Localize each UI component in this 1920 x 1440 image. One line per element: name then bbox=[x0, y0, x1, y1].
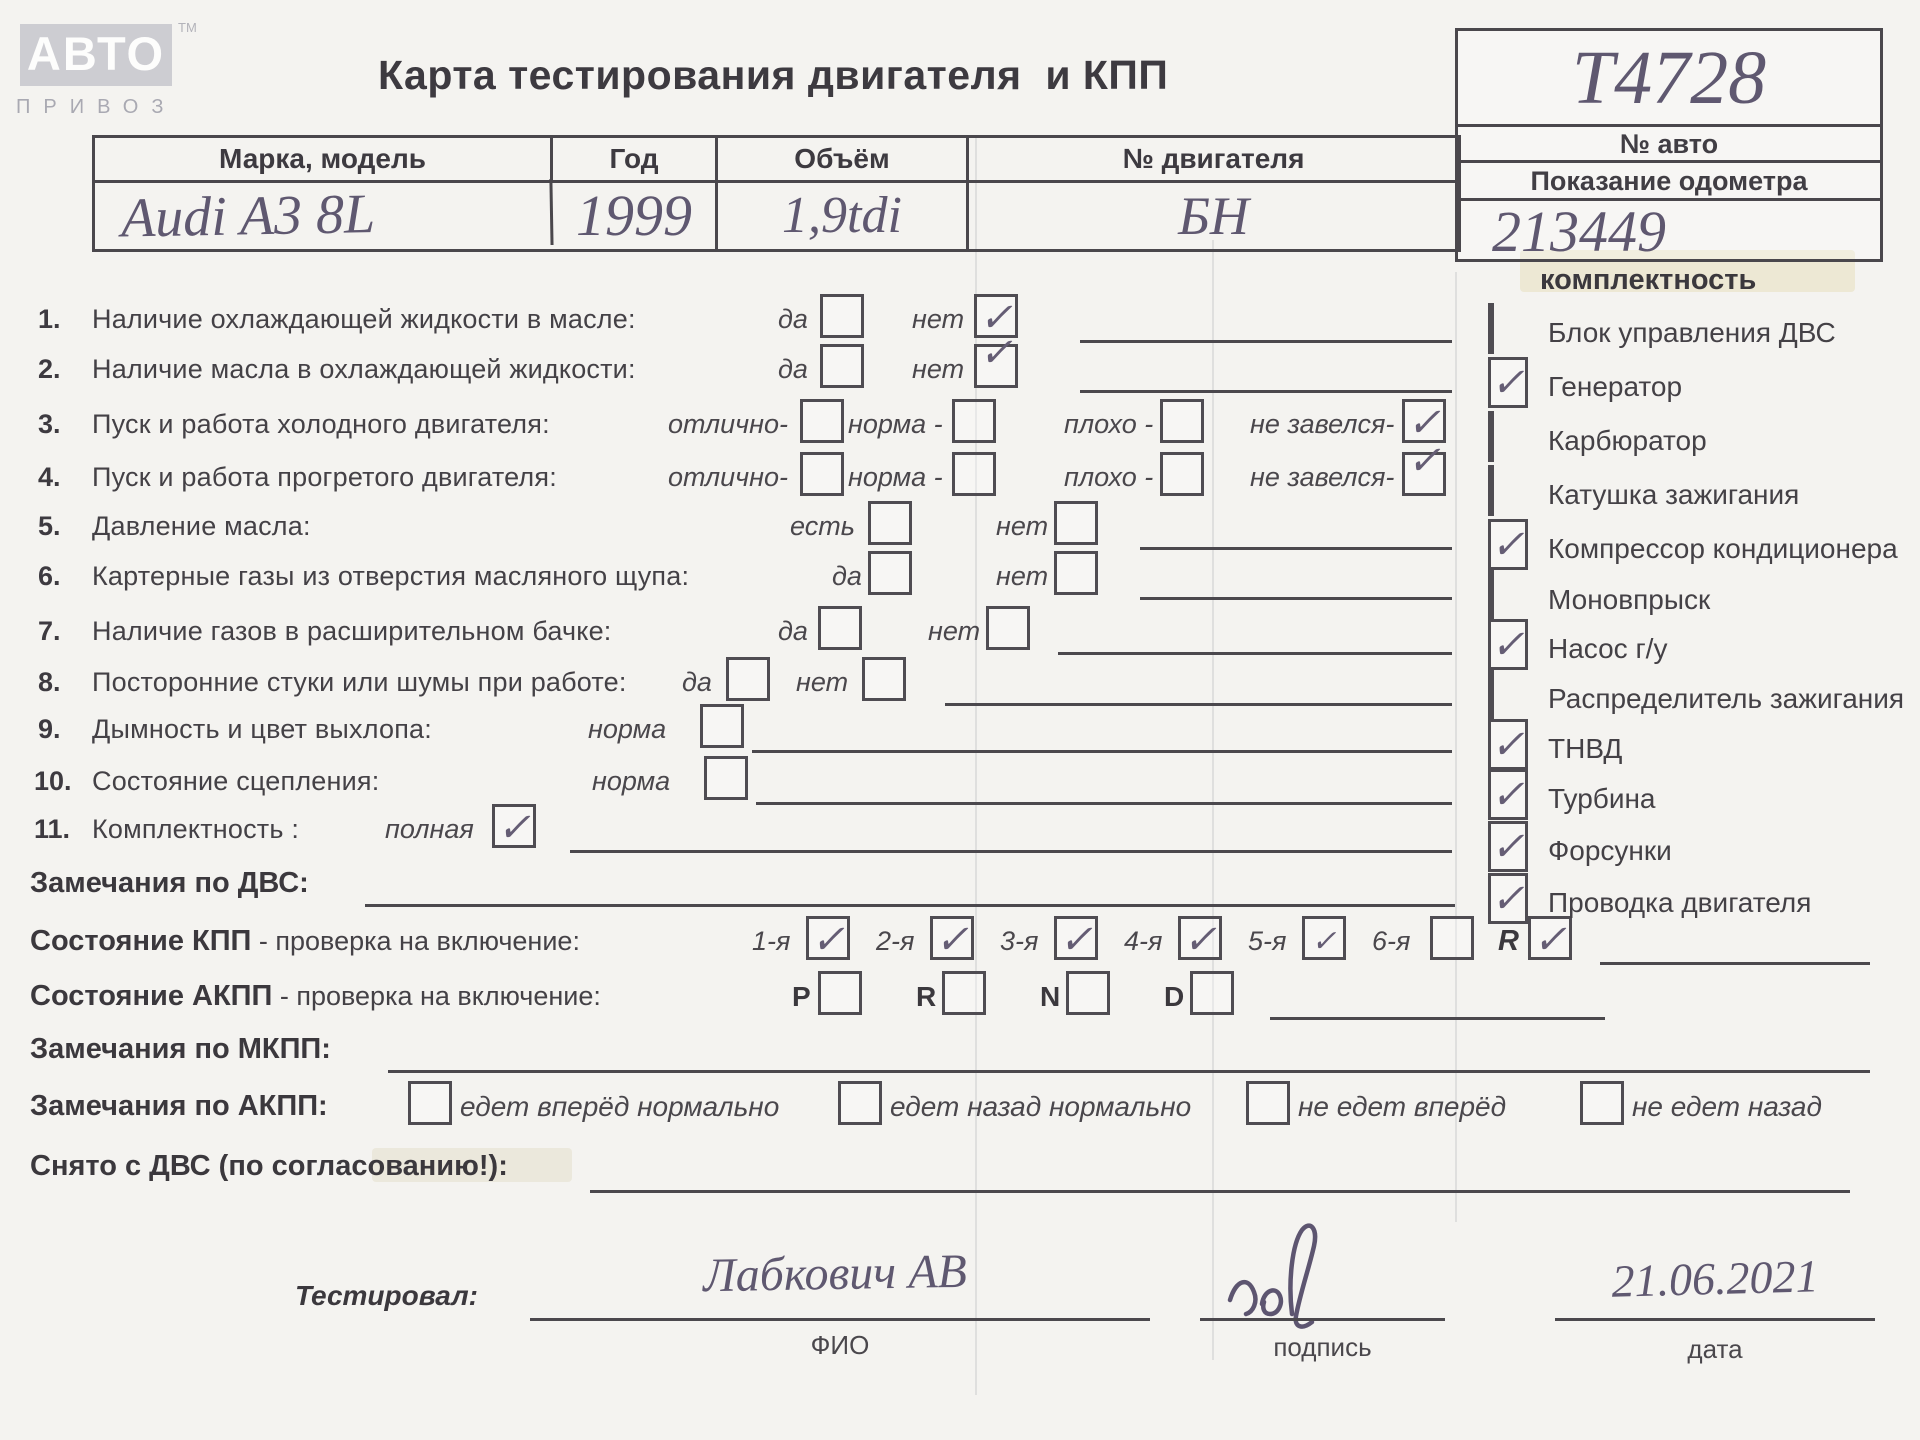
gear-checkbox-5[interactable]: ✓ bbox=[1302, 916, 1346, 960]
equipment-checkbox[interactable]: ✓ bbox=[1488, 619, 1528, 670]
option-label: да bbox=[778, 304, 808, 334]
equipment-row bbox=[1488, 416, 1920, 464]
item-number: 9. bbox=[38, 714, 61, 744]
signature-write-line[interactable] bbox=[1200, 1318, 1445, 1321]
gear-label: 3-я bbox=[1000, 926, 1039, 956]
option-label: плохо - bbox=[1064, 462, 1154, 492]
akpp-label bbox=[30, 980, 601, 1013]
checkbox-net[interactable] bbox=[1054, 501, 1098, 545]
engine-number-value: БН bbox=[1178, 186, 1249, 246]
checkbox-drives-forward-ok[interactable] bbox=[408, 1081, 452, 1125]
signature-scribble bbox=[1222, 1222, 1352, 1330]
gear-checkbox-1[interactable]: ✓ bbox=[806, 916, 850, 960]
item-label: Пуск и работа прогретого двигателя: bbox=[92, 462, 557, 492]
equipment-row bbox=[1488, 575, 1920, 623]
logo-brand: АВТО bbox=[26, 27, 166, 80]
gear-checkbox-r[interactable]: ✓ bbox=[1528, 916, 1572, 960]
vehicle-info-table bbox=[92, 135, 1461, 252]
car-number-box bbox=[1455, 28, 1883, 262]
mkpp-notes-row bbox=[0, 1021, 1920, 1075]
checkbox-norma[interactable] bbox=[700, 704, 744, 748]
item-number: 6. bbox=[38, 561, 61, 591]
signature-sublabel: подпись bbox=[1273, 1332, 1372, 1362]
odometer-label: Показание одометра bbox=[1458, 163, 1880, 201]
gear-label: 1-я bbox=[752, 926, 791, 956]
checkbox-otlichno[interactable] bbox=[800, 452, 844, 496]
option-label: не едет назад bbox=[1632, 1091, 1822, 1122]
option-label: плохо - bbox=[1064, 409, 1154, 439]
option-label: нет bbox=[912, 354, 965, 384]
item-label: Дымность и цвет выхлопа: bbox=[92, 714, 432, 744]
akpp-row bbox=[0, 968, 1920, 1022]
equipment-checkbox[interactable]: ✓ bbox=[1488, 873, 1528, 924]
equipment-checkbox[interactable]: ✓ bbox=[1488, 821, 1528, 872]
col-header-volume: Объём bbox=[718, 138, 969, 183]
make-model-value: Audi A3 8L bbox=[94, 179, 553, 253]
item-number: 1. bbox=[38, 304, 61, 334]
checkbox-ploho[interactable] bbox=[1160, 399, 1204, 443]
item-label: Наличие охлаждающей жидкости в масле: bbox=[92, 304, 636, 334]
akpp-notes-label: Замечания по АКПП: bbox=[30, 1090, 328, 1122]
equipment-checkbox[interactable] bbox=[1488, 465, 1494, 516]
option-label: да bbox=[778, 354, 808, 384]
option-label: да bbox=[682, 667, 712, 697]
checkbox-da[interactable] bbox=[726, 657, 770, 701]
equipment-checkbox[interactable] bbox=[1488, 669, 1494, 720]
equipment-label: Генератор bbox=[1548, 371, 1683, 402]
tester-name-value: Лабкович АВ bbox=[702, 1244, 968, 1303]
checkbox-norma[interactable] bbox=[952, 452, 996, 496]
equipment-checkbox[interactable]: ✓ bbox=[1488, 519, 1528, 570]
item-number: 5. bbox=[38, 511, 61, 541]
date-write-line[interactable] bbox=[1555, 1318, 1875, 1321]
gear-label: 5-я bbox=[1248, 926, 1287, 956]
checkbox-est[interactable] bbox=[868, 501, 912, 545]
option-label: да bbox=[778, 616, 808, 646]
equipment-label: Форсунки bbox=[1548, 835, 1672, 866]
item-label: Наличие газов в расширительном бачке: bbox=[92, 616, 612, 646]
checkbox-drives-back-ok[interactable] bbox=[838, 1081, 882, 1125]
logo-subtitle: ПРИВОЗ bbox=[16, 96, 177, 118]
page-title: Карта тестирования двигателя и КПП bbox=[378, 52, 1169, 98]
checkbox-ne-zavelsya[interactable]: ✓ bbox=[1402, 452, 1446, 496]
date-value: 21.06.2021 bbox=[1610, 1250, 1820, 1307]
car-number-label: № авто bbox=[1458, 127, 1880, 163]
checkbox-net[interactable] bbox=[986, 606, 1030, 650]
volume-value: 1,9tdi bbox=[718, 183, 969, 249]
option-label: отлично- bbox=[668, 462, 788, 492]
equipment-row bbox=[1488, 362, 1920, 410]
trademark-label: TM bbox=[178, 20, 197, 35]
write-line[interactable] bbox=[388, 1070, 1870, 1073]
gear-label: R bbox=[916, 981, 937, 1012]
equipment-label: Моновпрыск bbox=[1548, 584, 1711, 615]
item-label: Картерные газы из отверстия масляного щупа: bbox=[92, 561, 690, 591]
equipment-label: Насос г/у bbox=[1548, 633, 1668, 664]
write-line[interactable] bbox=[365, 904, 1455, 907]
gear-checkbox-d[interactable] bbox=[1190, 971, 1234, 1015]
equipment-title: комплектность bbox=[1540, 264, 1757, 296]
checkbox-no-back[interactable] bbox=[1580, 1081, 1624, 1125]
equipment-label: Распределитель зажигания bbox=[1548, 683, 1905, 714]
equipment-label: Компрессор кондиционера bbox=[1548, 533, 1898, 564]
equipment-checkbox[interactable] bbox=[1488, 303, 1494, 354]
checkbox-otlichno[interactable] bbox=[800, 399, 844, 443]
option-label: отлично- bbox=[668, 409, 788, 439]
equipment-label: Турбина bbox=[1548, 783, 1656, 814]
gear-label: N bbox=[1040, 981, 1061, 1012]
logo-box bbox=[20, 24, 172, 86]
gear-checkbox-4[interactable]: ✓ bbox=[1178, 916, 1222, 960]
equipment-label: Катушка зажигания bbox=[1548, 479, 1800, 510]
date-sublabel: дата bbox=[1687, 1334, 1743, 1364]
item-number: 3. bbox=[38, 409, 61, 439]
kpp-label-bold: Состояние КПП bbox=[30, 925, 252, 957]
akpp-label-rest: - проверка на включение: bbox=[272, 981, 601, 1011]
equipment-label: Блок управления ДВС bbox=[1548, 317, 1836, 348]
gear-label: 2-я bbox=[876, 926, 915, 956]
gear-checkbox-p[interactable] bbox=[818, 971, 862, 1015]
option-label: норма - bbox=[848, 462, 943, 492]
option-label: не едет вперёд bbox=[1298, 1091, 1507, 1122]
option-label: не завелся- bbox=[1250, 462, 1395, 492]
checkbox-no-forward[interactable] bbox=[1246, 1081, 1290, 1125]
write-line[interactable] bbox=[570, 850, 1452, 853]
checkbox-da[interactable] bbox=[818, 606, 862, 650]
gear-checkbox-3[interactable]: ✓ bbox=[1054, 916, 1098, 960]
checkbox-ne-zavelsya[interactable]: ✓ bbox=[1402, 399, 1446, 443]
item-label: Наличие масла в охлаждающей жидкости: bbox=[92, 354, 636, 384]
checkbox-da[interactable] bbox=[820, 294, 864, 338]
gear-checkbox-r[interactable] bbox=[942, 971, 986, 1015]
option-label: нет bbox=[996, 561, 1049, 591]
name-write-line[interactable] bbox=[530, 1318, 1150, 1321]
item-label: Посторонние стуки или шумы при работе: bbox=[92, 667, 627, 697]
checkbox-net[interactable] bbox=[862, 657, 906, 701]
mkpp-notes-label: Замечания по МКПП: bbox=[30, 1033, 331, 1065]
option-label: нет bbox=[996, 511, 1049, 541]
equipment-checkbox[interactable]: ✓ bbox=[1488, 719, 1528, 770]
checkbox-net[interactable]: ✓ bbox=[974, 344, 1018, 388]
checkbox-polnaya[interactable]: ✓ bbox=[492, 804, 536, 848]
equipment-row bbox=[1488, 724, 1920, 772]
item-number: 4. bbox=[38, 462, 61, 492]
gear-label: 6-я bbox=[1372, 926, 1411, 956]
equipment-checkbox[interactable]: ✓ bbox=[1488, 357, 1528, 408]
year-value: 1999 bbox=[553, 183, 718, 249]
checkbox-norma[interactable] bbox=[704, 756, 748, 800]
akpp-label-bold: Состояние АКПП bbox=[30, 980, 273, 1012]
option-label: нет bbox=[928, 616, 981, 646]
gear-checkbox-6[interactable] bbox=[1430, 916, 1474, 960]
col-header-make-model: Марка, модель bbox=[95, 138, 553, 183]
gear-label: D bbox=[1164, 981, 1185, 1012]
odometer-value: 213449 bbox=[1492, 199, 1666, 264]
checkbox-ploho[interactable] bbox=[1160, 452, 1204, 496]
option-label: да bbox=[832, 561, 862, 591]
gear-checkbox-2[interactable]: ✓ bbox=[930, 916, 974, 960]
equipment-label: ТНВД bbox=[1548, 733, 1623, 764]
option-label: нет bbox=[796, 667, 849, 697]
checkbox-da[interactable] bbox=[868, 551, 912, 595]
checkbox-da[interactable] bbox=[820, 344, 864, 388]
option-label: норма bbox=[588, 714, 667, 744]
item-number: 2. bbox=[38, 354, 61, 384]
equipment-row bbox=[1488, 624, 1920, 672]
option-label: норма bbox=[592, 766, 671, 796]
equipment-label: Карбюратор bbox=[1548, 425, 1707, 456]
tested-by-label: Тестировал: bbox=[295, 1280, 478, 1311]
checkbox-net[interactable] bbox=[1054, 551, 1098, 595]
option-label: нет bbox=[912, 304, 965, 334]
item-number: 8. bbox=[38, 667, 61, 697]
col-header-engine-number: № двигателя bbox=[969, 138, 1458, 183]
gear-label: 4-я bbox=[1124, 926, 1163, 956]
option-label: не завелся- bbox=[1250, 409, 1395, 439]
checkbox-norma[interactable] bbox=[952, 399, 996, 443]
removed-from-engine-row bbox=[0, 1138, 1920, 1192]
item-label: Давление масла: bbox=[92, 511, 311, 541]
item-label: Комплектность : bbox=[92, 814, 300, 844]
option-label: едет назад нормально bbox=[890, 1091, 1192, 1122]
equipment-checkbox[interactable]: ✓ bbox=[1488, 769, 1528, 820]
write-line[interactable] bbox=[1140, 597, 1452, 600]
option-label: едет вперёд нормально bbox=[460, 1091, 780, 1122]
equipment-row bbox=[1488, 774, 1920, 822]
akpp-notes-row bbox=[0, 1078, 1920, 1132]
equipment-row bbox=[1488, 470, 1920, 518]
item-number: 10. bbox=[34, 766, 72, 796]
car-number-value: Т4728 bbox=[1458, 31, 1880, 127]
col-header-year: Год bbox=[553, 138, 718, 183]
equipment-row bbox=[1488, 524, 1920, 572]
kpp-label bbox=[30, 925, 580, 958]
equipment-row bbox=[1488, 308, 1920, 356]
option-label: норма - bbox=[848, 409, 943, 439]
gear-label: P bbox=[792, 981, 811, 1012]
dvs-notes-label: Замечания по ДВС: bbox=[30, 867, 309, 899]
checkbox-net[interactable]: ✓ bbox=[974, 294, 1018, 338]
gear-checkbox-n[interactable] bbox=[1066, 971, 1110, 1015]
equipment-row bbox=[1488, 878, 1920, 926]
item-number: 11. bbox=[34, 814, 71, 844]
equipment-row bbox=[1488, 674, 1920, 722]
option-label: полная bbox=[385, 814, 474, 844]
name-sublabel: ФИО bbox=[810, 1330, 870, 1360]
write-line[interactable] bbox=[590, 1190, 1850, 1193]
item-label: Пуск и работа холодного двигателя: bbox=[92, 409, 550, 439]
equipment-checkbox[interactable] bbox=[1488, 411, 1494, 462]
write-line[interactable] bbox=[1600, 962, 1870, 965]
item-label: Состояние сцепления: bbox=[92, 766, 380, 796]
removed-label: Снято с ДВС (по согласованию!): bbox=[30, 1150, 508, 1182]
equipment-checkbox[interactable] bbox=[1488, 570, 1494, 621]
option-label: есть bbox=[790, 511, 855, 541]
equipment-label: Проводка двигателя bbox=[1548, 887, 1812, 918]
gear-label-r: R bbox=[1498, 925, 1519, 957]
kpp-label-rest: - проверка на включение: bbox=[251, 926, 580, 956]
write-line[interactable] bbox=[1080, 390, 1452, 393]
write-line[interactable] bbox=[1270, 1017, 1605, 1020]
item-number: 7. bbox=[38, 616, 61, 646]
equipment-row bbox=[1488, 826, 1920, 874]
